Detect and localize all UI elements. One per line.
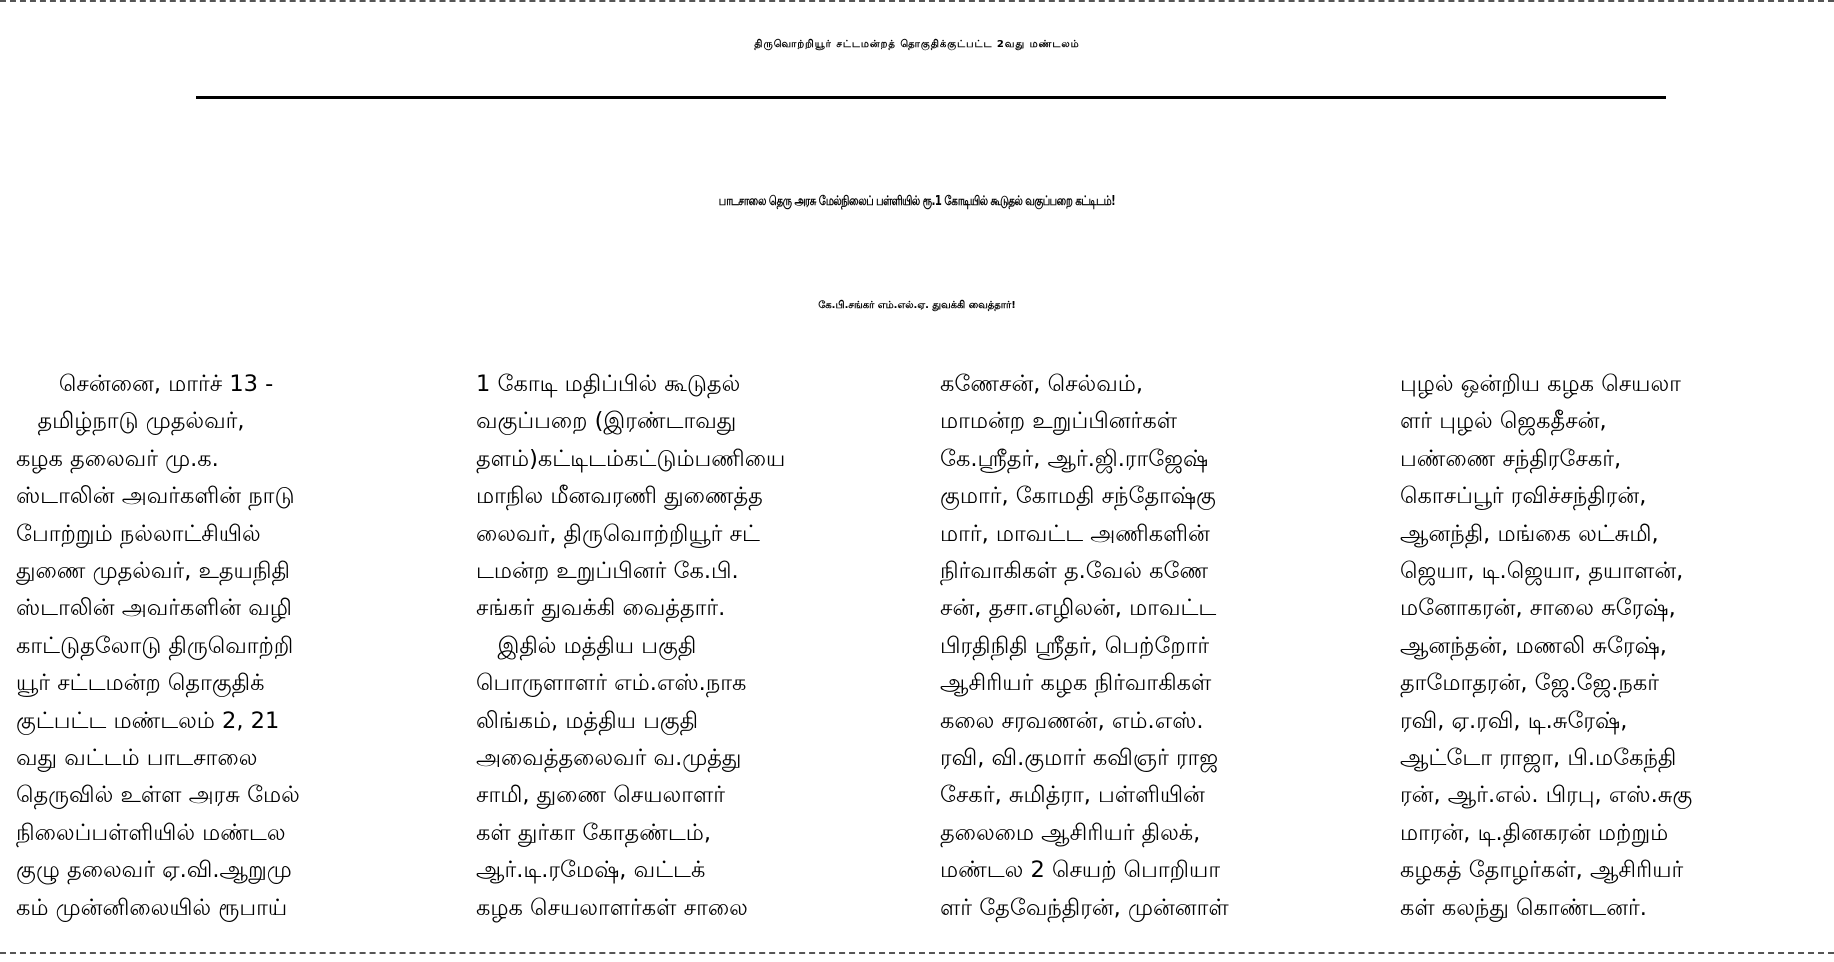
bottom-divider	[0, 952, 1834, 954]
article-column-1: சென்னை, மார்ச் 13 - தமிழ்நாடு முதல்வர், கழக தலைவர் மு.க. ஸ்டாலின் அவர்களின் நாடு போற்றும் நல்லாட்சியில் துணை முதல்வர், உதயநிதி ஸ்டாலின் அவர்களின் வழி காட்டுதலோடு திருவொற்றி யூர் சட்டமன்ற தொகுதிக் குட்பட்ட மண்டலம் 2, 21 வது வட்டம் பாடசாலை தெருவில் உள்ள அரசு மேல் நிலைப்பள்ளியில் மண்டல குழு தலைவர் ஏ.வி.ஆறுமு கம் முன்னிலையில் ரூபாய்	[16, 371, 300, 921]
article-column-4: புழல் ஒன்றிய கழக செயலா ளர் புழல் ஜெகதீசன், பண்ணை சந்திரசேகர், கொசப்பூர் ரவிச்சந்திரன், ஆனந்தி, மங்கை லட்சுமி, ஜெயா, டி.ஜெயா, தயாளன், மனோகரன், சாலை சுரேஷ், ஆனந்தன், மணலி சுரேஷ், தாமோதரன், ஜே.ஜே.நகர் ரவி, ஏ.ரவி, டி.சுரேஷ், ஆட்டோ ராஜா, பி.மகேந்தி ரன், ஆர்.எல். பிரபு, எஸ்.சுகு மாரன், டி.தினகரன் மற்றும் கழகத் தோழர்கள், ஆசிரியர் கள் கலந்து கொண்டனர்.	[1400, 371, 1693, 921]
article-column-2: 1 கோடி மதிப்பில் கூடுதல் வகுப்பறை (இரண்டாவது தளம்)கட்டிடம்கட்டும்பணியை மாநில மீனவரணி துணைத்த லைவர், திருவொற்றியூர் சட் டமன்ற உறுப்பினர் கே.பி. சங்கர் துவக்கி வைத்தார். இதில் மத்திய பகுதி பொருளாளர் எம்.எஸ்.நாக லிங்கம், மத்திய பகுதி அவைத்தலைவர் வ.முத்து சாமி, துணை செயலாளர் கள் துர்கா கோதண்டம், ஆர்.டி.ரமேஷ், வட்டக் கழக செயலாளர்கள் சாலை	[476, 371, 786, 921]
article-column-3: கணேசன், செல்வம், மாமன்ற உறுப்பினர்கள் கே.ஸ்ரீதர், ஆர்.ஜி.ராஜேஷ் குமார், கோமதி சந்தோஷ்கு மார், மாவட்ட அணிகளின் நிர்வாகிகள் த.வேல் கணே சன், தசா.எழிலன், மாவட்ட பிரதிநிதி ஸ்ரீதர், பெற்றோர் ஆசிரியர் கழக நிர்வாகிகள் கலை சரவணன், எம்.எஸ். ரவி, வி.குமார் கவிஞர் ராஜ சேகர், சுமித்ரா, பள்ளியின் தலைமை ஆசிரியர் திலக், மண்டல 2 செயற் பொறியா ளர் தேவேந்திரன், முன்னாள்	[940, 371, 1229, 921]
top-divider	[0, 0, 1834, 2]
main-headline: பாடசாலை தெரு அரசு மேல்நிலைப் பள்ளியில் ரூ.1 கோடியில் கூடுதல் வகுப்பறை கட்டிடம்!	[718, 194, 1116, 209]
kicker-heading: திருவொற்றியூர் சட்டமன்றத் தொகுதிக்குட்பட்ட 2வது மண்டலம்	[754, 39, 1080, 50]
sub-headline: கே.பி.சங்கர் எம்.எல்.ஏ. துவக்கி வைத்தார்!	[818, 300, 1016, 311]
kicker-underline	[196, 96, 1666, 99]
